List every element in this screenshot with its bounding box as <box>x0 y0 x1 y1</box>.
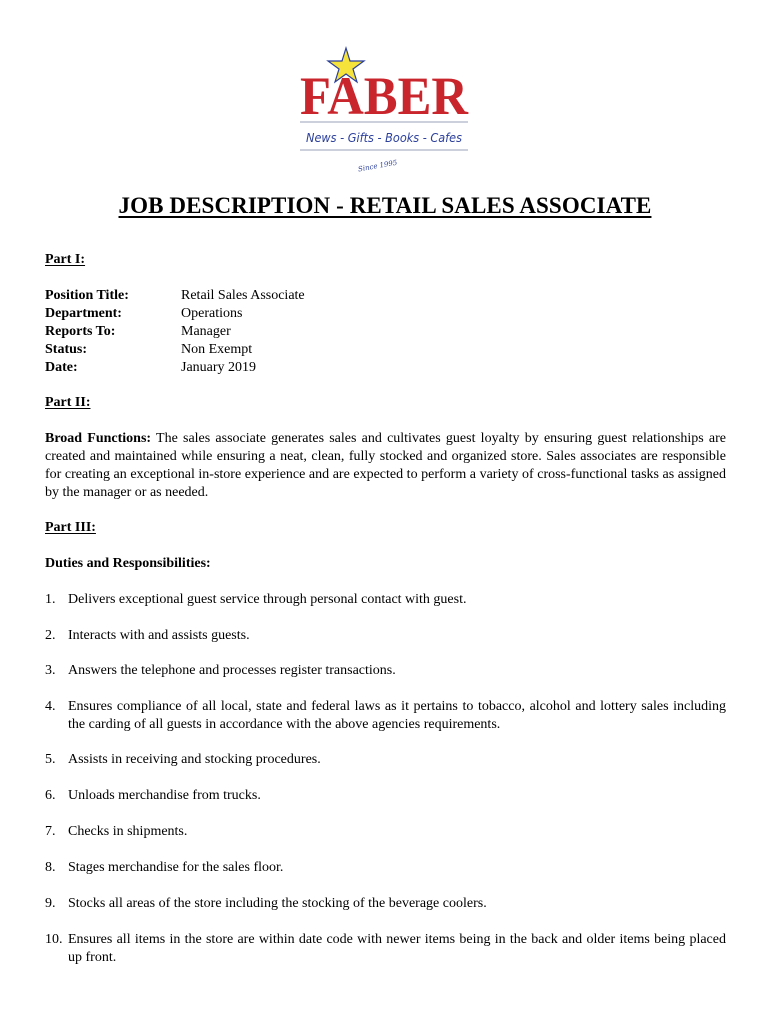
part-1-label: Part I: <box>45 252 86 267</box>
info-row <box>45 341 305 359</box>
info-value: Retail Sales Associate <box>181 288 305 303</box>
info-key: Department: <box>45 306 122 321</box>
info-value: Non Exempt <box>181 342 253 357</box>
list-item-text: Ensures compliance of all local, state and federal laws as it pertains to tobacco, alcohol and lottery sales including the carding of all guests in accordance with the above agencies requirements. <box>68 699 726 732</box>
info-value: January 2019 <box>181 360 257 375</box>
list-item <box>45 698 726 734</box>
position-info-table <box>45 287 305 377</box>
list-item-text: Interacts with and assists guests. <box>68 628 250 643</box>
list-item <box>45 627 726 645</box>
list-item-number: 9. <box>45 896 56 911</box>
list-item <box>45 931 726 967</box>
list-item-number: 3. <box>45 663 56 678</box>
duties-heading: Duties and Responsibilities: <box>45 556 211 571</box>
list-item <box>45 591 726 609</box>
info-row <box>45 305 305 323</box>
list-item-text: Stocks all areas of the store including the stocking of the beverage coolers. <box>68 896 487 911</box>
list-item <box>45 895 726 913</box>
info-key: Position Title: <box>45 288 129 303</box>
list-item-number: 10. <box>45 932 63 947</box>
list-item-text: Ensures all items in the store are within date code with newer items being in the back and older items being placed up front. <box>68 932 726 965</box>
faber-logo <box>294 44 474 176</box>
brand-name: FABER <box>300 66 469 126</box>
info-row <box>45 323 305 341</box>
brand-tagline: News - Gifts - Books - Cafes <box>306 130 463 145</box>
broad-functions-text: The sales associate generates sales and cultivates guest loyalty by ensuring guest relationships are created and maintained while ensuring a neat, clean, fully stocked and organized store. Sales associates are responsible for creating an exceptional in-store experience and are expected to perform a variety of cross-functional tasks as assigned by the manager or as needed. <box>45 431 726 500</box>
list-item-text: Stages merchandise for the sales floor. <box>68 860 284 875</box>
broad-functions-paragraph <box>45 430 726 502</box>
list-item-number: 7. <box>45 824 56 839</box>
list-item <box>45 751 726 769</box>
info-value: Manager <box>181 324 231 339</box>
info-row <box>45 359 305 377</box>
list-item <box>45 823 726 841</box>
list-item-text: Unloads merchandise from trucks. <box>68 788 261 803</box>
list-item-text: Assists in receiving and stocking procedures. <box>68 752 321 767</box>
list-item-number: 2. <box>45 628 56 643</box>
brand-since: Since 1995 <box>357 158 398 174</box>
list-item <box>45 859 726 877</box>
list-item-text: Answers the telephone and processes register transactions. <box>68 663 396 678</box>
list-item-number: 4. <box>45 699 56 714</box>
list-item-text: Checks in shipments. <box>68 824 188 839</box>
page-title: JOB DESCRIPTION - RETAIL SALES ASSOCIATE <box>118 193 652 218</box>
info-value: Operations <box>181 306 243 321</box>
list-item-number: 8. <box>45 860 56 875</box>
list-item-text: Delivers exceptional guest service through personal contact with guest. <box>68 592 467 607</box>
list-item <box>45 662 726 680</box>
info-key: Reports To: <box>45 324 116 339</box>
list-item-number: 5. <box>45 752 56 767</box>
broad-functions-label: Broad Functions: <box>45 431 152 446</box>
list-item-number: 6. <box>45 788 56 803</box>
list-item <box>45 787 726 805</box>
info-row <box>45 287 305 305</box>
part-2-label: Part II: <box>45 395 91 410</box>
info-key: Date: <box>45 360 78 375</box>
list-item-number: 1. <box>45 592 56 607</box>
faber-logo-graphic <box>294 44 474 176</box>
part-3-label: Part III: <box>45 520 96 535</box>
info-key: Status: <box>45 342 88 357</box>
